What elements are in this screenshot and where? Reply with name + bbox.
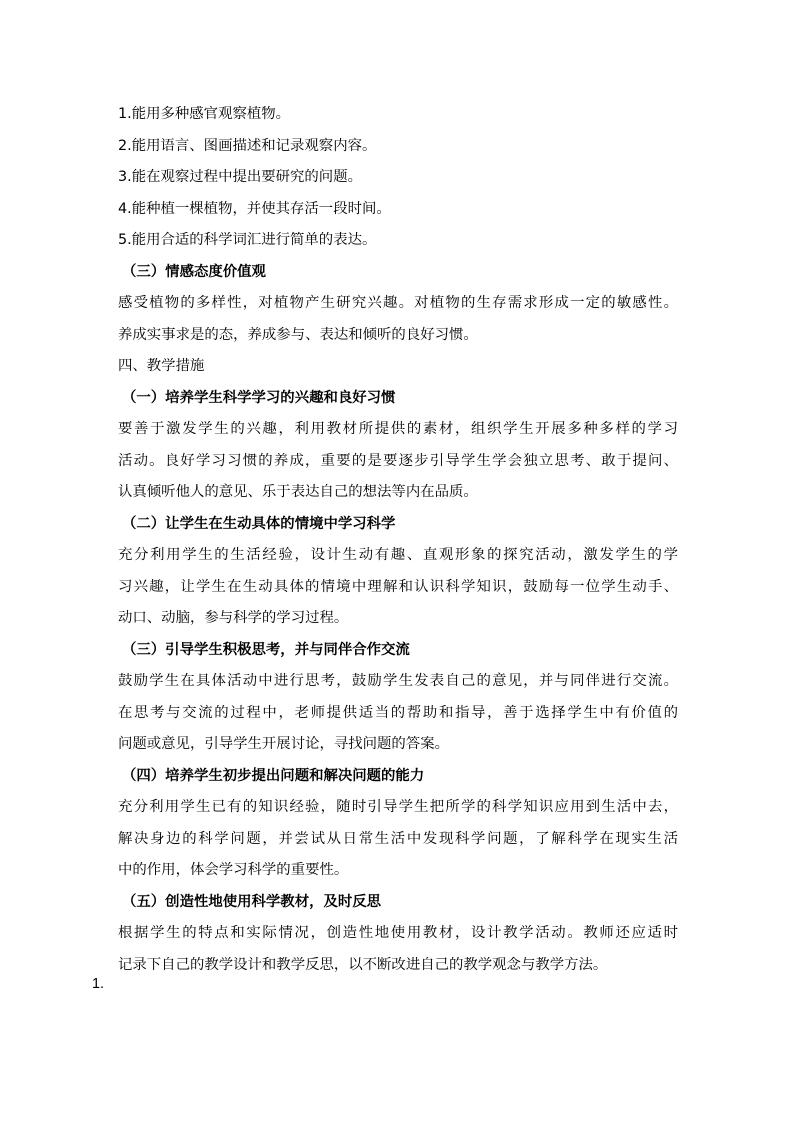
goal-item-1: 1.能用多种感官观察植物。 bbox=[118, 106, 291, 122]
goal-item-3: 3.能在观察过程中提出要研究的问题。 bbox=[118, 169, 362, 185]
goal-item-2: 2.能用语言、图画描述和记录观察内容。 bbox=[118, 137, 377, 154]
list-marker: 1. bbox=[92, 976, 105, 992]
measure-heading-2: （二）让学生在生动具体的情境中学习科学 bbox=[122, 515, 396, 532]
measure-heading-3: （三）引导学生积极思考，并与同伴合作交流 bbox=[122, 641, 410, 658]
measure-heading-1: （一）培养学生科学学习的兴趣和良好习惯 bbox=[122, 389, 396, 406]
measure-1-line: 要善于激发学生的兴趣，利用教材所提供的素材，组织学生开展多种多样的学习 bbox=[118, 421, 678, 437]
measure-5-line: 记录下自己的教学设计和教学反思，以不断改进自己的教学观念与教学方法。 bbox=[118, 956, 608, 973]
measure-1-line: 活动。良好学习习惯的养成，重要的是要逐步引导学生学会独立思考、敢于提问、 bbox=[118, 452, 678, 469]
measure-heading-5: （五）创造性地使用科学教材，及时反思 bbox=[122, 893, 382, 910]
measure-4-line: 充分利用学生已有的知识经验，随时引导学生把所学的科学知识应用到生活中去， bbox=[118, 799, 678, 815]
measure-1-line: 认真倾听他人的意见、乐于表达自己的想法等内在品质。 bbox=[118, 484, 478, 500]
emotion-paragraph-line: 养成实事求是的态，养成参与、表达和倾听的良好习惯。 bbox=[118, 326, 478, 343]
measure-2-line: 充分利用学生的生活经验，设计生动有趣、直观形象的探究活动，激发学生的学 bbox=[118, 547, 678, 563]
emotion-paragraph-line: 感受植物的多样性，对植物产生研究兴趣。对植物的生存需求形成一定的敏感性。 bbox=[118, 295, 678, 311]
goal-item-5: 5.能用合适的科学词汇进行简单的表达。 bbox=[118, 232, 377, 248]
measure-heading-4: （四）培养学生初步提出问题和解决问题的能力 bbox=[122, 767, 425, 784]
measure-5-line: 根据学生的特点和实际情况，创造性地使用教材，设计教学活动。教师还应适时 bbox=[118, 925, 678, 941]
measure-3-line: 鼓励学生在具体活动中进行思考，鼓励学生发表自己的意见，并与同伴进行交流。 bbox=[118, 673, 678, 689]
measure-3-line: 问题或意见，引导学生开展讨论，寻找问题的答案。 bbox=[118, 736, 449, 752]
measure-4-line: 解决身边的科学问题，并尝试从日常生活中发现科学问题，了解科学在现实生活 bbox=[118, 830, 678, 847]
measure-4-line: 中的作用，体会学习科学的重要性。 bbox=[118, 862, 349, 878]
section-title-measures: 四、教学措施 bbox=[118, 358, 205, 374]
emotion-heading: （三）情感态度价值观 bbox=[122, 263, 266, 280]
measure-2-line: 动口、动脑，参与科学的学习过程。 bbox=[118, 610, 349, 626]
goal-item-4: 4.能种植一棵植物，并使其存活一段时间。 bbox=[118, 200, 391, 217]
document-body bbox=[118, 99, 678, 981]
measure-2-line: 习兴趣，让学生在生动具体的情境中理解和认识科学知识，鼓励每一位学生动手、 bbox=[118, 578, 678, 595]
measure-3-line: 在思考与交流的过程中，老师提供适当的帮助和指导，善于选择学生中有价值的 bbox=[118, 704, 678, 721]
